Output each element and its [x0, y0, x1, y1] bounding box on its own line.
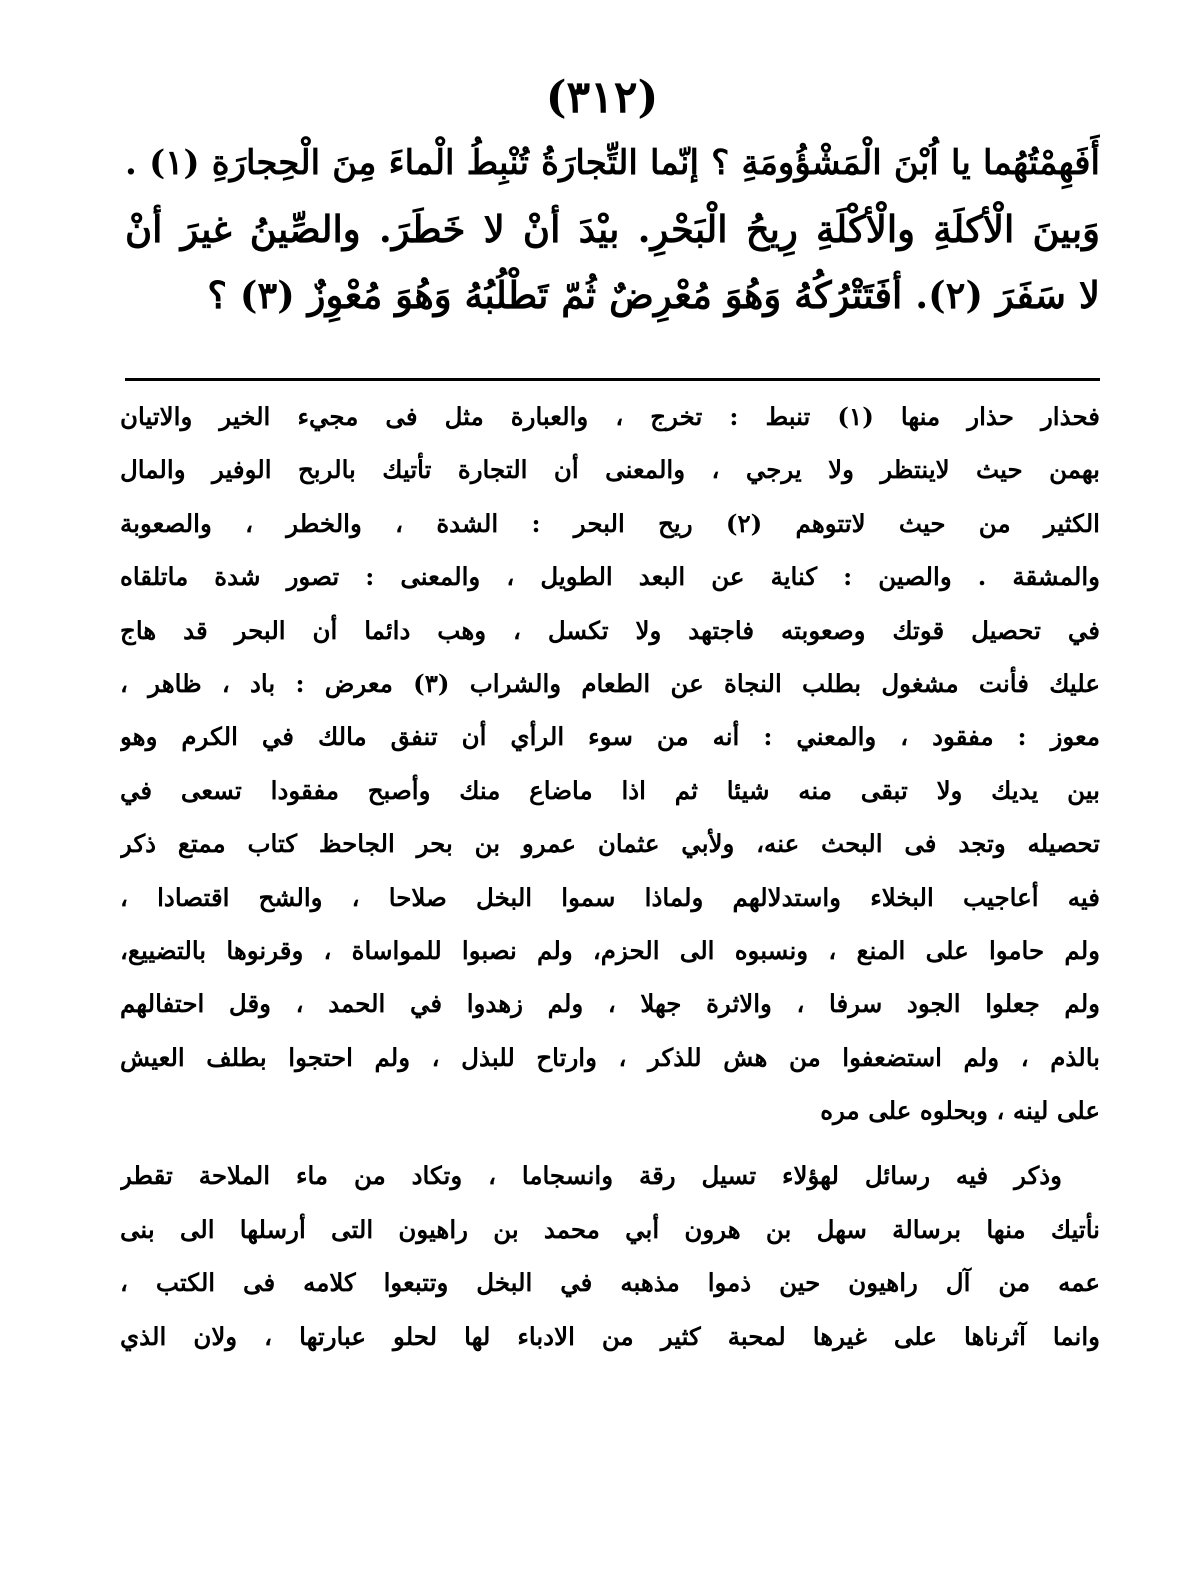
- footnote-line: في تحصيل قوتك وصعوبته فاجتهد ولا تكسل ، وهب دائما أن البحر قد هاج: [120, 615, 1100, 645]
- footnote-divider: [125, 378, 1100, 381]
- verse-line: أَفَهِمْتُهُما يا اُبْنَ الْمَشْؤُومَةِ ؟ إنّما التِّجارَةُ تُنْبِطُ الْماءَ مِنَ الْحِجارَةِ (١) .: [125, 143, 1100, 183]
- footnote-line: عليك فأنت مشغول بطلب النجاة عن الطعام والشراب (٣) معرض : باد ، ظاهر ،: [120, 668, 1100, 698]
- footnote-line: فيه أعاجيب البخلاء واستدلالهم ولماذا سموا البخل صلاحا ، والشح اقتصادا ،: [120, 882, 1100, 912]
- footnote-line: بين يديك ولا تبقى منه شيئا ثم اذا ماضاع منك وأصبح مفقودا تسعى في: [120, 775, 1100, 805]
- paragraph-line: وانما آثرناها على غيرها لمحبة كثير من الادباء لها لحلو عبارتها ، ولان الذي: [120, 1321, 1100, 1351]
- footnote-line: والمشقة . والصين : كناية عن البعد الطويل ، والمعنى : تصور شدة ماتلقاه: [120, 562, 1100, 592]
- verse-line: لا سَفَرَ (٢). أفَتَتْرُكُهُ وَهُوَ مُعْرِضٌ ثُمّ تَطْلُبُهُ وَهُوَ مُعْوِزٌ (٣) ؟: [207, 273, 1100, 317]
- footnote-line: معوز : مفقود ، والمعني : أنه من سوء الرأي أن تنفق مالك في الكرم وهو: [120, 722, 1100, 752]
- page-number: (٣١٢): [545, 72, 659, 123]
- footnote-line: تحصيله وتجد فى البحث عنه، ولأبي عثمان عمرو بن بحر الجاحظ كتاب ممتع ذكر: [120, 829, 1100, 859]
- footnote-line: على لينه ، وبحلوه على مره: [820, 1096, 1100, 1126]
- paragraph-line: عمه من آل راهيون حين ذموا مذهبه في البخل وتتبعوا كلامه فى الكتب ،: [120, 1268, 1100, 1298]
- footnote-line: بهمن حيث لاينتظر ولا يرجي ، والمعنى أن التجارة تأتيك بالربح الوفير والمال: [120, 455, 1100, 485]
- paragraph-line: نأتيك منها برسالة سهل بن هرون أبي محمد بن راهيون التى أرسلها الى بنى: [120, 1214, 1100, 1244]
- verse-line: وَبينَ الْأكلَةِ والْأكْلَةِ رِيحُ الْبَحْرِ. بيْدَ أنْ لا خَطَرَ. والصِّينُ غيرَ أنْ: [125, 207, 1100, 251]
- footnote-line: ولم جعلوا الجود سرفا ، والاثرة جهلا ، ولم زهدوا في الحمد ، وقل احتفالهم: [120, 989, 1100, 1019]
- footnotes-block: [120, 390, 1100, 1363]
- paragraph-line: وذكر فيه رسائل لهؤلاء تسيل رقة وانسجاما ، وتكاد من ماء الملاحة تقطر: [120, 1161, 1062, 1191]
- footnote-line: فحذار حذار منها (١) تنبط : تخرج ، والعبارة مثل فى مجيء الخير والاتيان: [120, 402, 1100, 431]
- footnote-line: ولم حاموا على المنع ، ونسبوه الى الحزم، ولم نصبوا للمواساة ، وقرنوها بالتضييع،: [120, 935, 1100, 965]
- verse-block: [125, 130, 1100, 328]
- footnote-line: الكثير من حيث لاتتوهم (٢) ريح البحر : الشدة ، والخطر ، والصعوبة: [120, 508, 1100, 538]
- footnote-line: بالذم ، ولم استضعفوا من هش للذكر ، وارتاح للبذل ، ولم احتجوا بطلف العيش: [120, 1042, 1100, 1072]
